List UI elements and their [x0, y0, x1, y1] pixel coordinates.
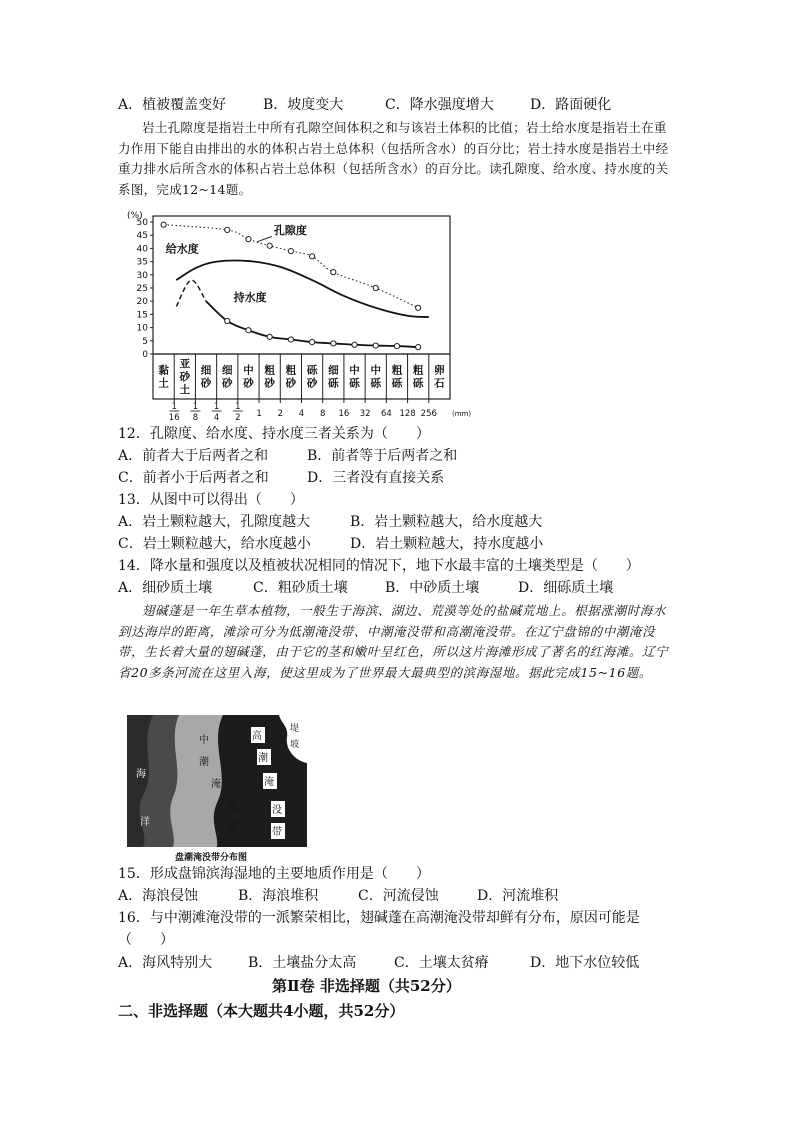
map-high-label-4: 没	[272, 805, 282, 816]
category-label: 中	[349, 364, 360, 377]
q11-option-a: A．植被覆盖变好	[118, 97, 227, 113]
y-axis-label: (%)	[127, 211, 143, 221]
series-retention-point	[246, 328, 251, 333]
q16-option-a: A．海风特别大	[118, 955, 213, 971]
q15-option-d: D．河流堆积	[477, 888, 559, 904]
y-tick-label: 10	[136, 323, 148, 334]
y-tick-label: 15	[136, 310, 148, 321]
category-label: 砂	[179, 371, 191, 383]
q16-stem-cont: （ ）	[118, 932, 174, 948]
category-label: 粗	[412, 364, 424, 377]
q14-option-c: C．粗砂质土壤	[253, 580, 348, 596]
series-porosity-point	[331, 270, 336, 275]
x-tick-label: 256	[420, 409, 437, 419]
category-label: 砂	[200, 377, 212, 390]
category-label: 砂	[306, 377, 318, 390]
section2-heading: 二、非选择题（本大题共4小题，共52分）	[118, 1002, 405, 1020]
category-label: 砾	[391, 377, 403, 390]
q12-option-b: B．前者等于后两者之和	[307, 448, 458, 464]
series-porosity-point	[416, 305, 421, 310]
series-porosity-point	[246, 237, 251, 242]
q11-option-d: D．路面硬化	[530, 97, 612, 113]
map-dike-label-1: 堤	[290, 724, 300, 734]
y-tick-label: 30	[136, 270, 148, 281]
y-tick-label: 35	[136, 257, 148, 268]
series-porosity-point	[267, 243, 272, 248]
x-tick-label: 16	[338, 409, 350, 419]
y-tick-label: 0	[142, 350, 148, 360]
category-label: 砂	[243, 377, 254, 390]
q11-option-c: C．降水强度增大	[385, 97, 494, 113]
map-mid-label-1: 中	[199, 735, 209, 746]
series-retention-point	[394, 343, 399, 348]
category-label: 粗	[285, 364, 297, 377]
map-dike-label-2: 坡	[290, 740, 300, 750]
y-tick-label: 25	[136, 284, 148, 294]
x-tick-label: 64	[380, 409, 392, 419]
q16-option-c: C．土壤太贫瘠	[394, 955, 489, 971]
category-label: 细	[200, 364, 212, 377]
q13-option-d: D．岩土颗粒越大，持水度越小	[350, 536, 544, 552]
x-tick-numerator: 1	[235, 402, 241, 412]
x-tick-denominator: 8	[192, 413, 199, 423]
series-retention-label: 持水度	[233, 291, 267, 305]
x-tick-label: 8	[320, 409, 326, 419]
q16-stem: 16．与中潮滩淹没带的一派繁荣相比，翅碱蓬在高潮淹没带却鲜有分布，原因可能是	[118, 910, 640, 926]
category-label: 砾	[370, 377, 381, 390]
porosity-chart	[125, 208, 472, 423]
x-tick-label: 128	[399, 409, 416, 419]
category-label: 砾	[412, 377, 424, 390]
category-label: 中	[370, 364, 381, 377]
series-retention-point	[373, 343, 378, 348]
series-porosity-point	[373, 285, 378, 290]
map-mid-label-4: 没	[227, 801, 237, 812]
section2-title: 第Ⅱ卷 非选择题（共52分）	[272, 977, 461, 995]
map-sea-label-2: 洋	[140, 817, 150, 828]
map-high-label-5: 带	[272, 827, 282, 838]
category-label: 黏	[158, 364, 169, 377]
x-tick-denominator: 4	[213, 413, 220, 423]
map-mid-label-3: 淹	[211, 779, 221, 790]
tidal-zone-map	[127, 715, 307, 865]
q12-option-d: D．三者没有直接关系	[307, 470, 445, 486]
category-label: 砾	[306, 364, 318, 377]
category-label: 石	[434, 377, 445, 390]
category-label: 卵	[434, 364, 445, 377]
x-tick-denominator: 2	[235, 413, 241, 423]
map-high-label-2: 潮	[258, 753, 268, 764]
category-label: 砂	[264, 377, 275, 390]
q15-option-b: B．海浪堆积	[238, 888, 319, 904]
q16-option-b: B．土壤盐分太高	[248, 955, 357, 971]
q15-option-a: A．海浪侵蚀	[118, 888, 199, 904]
y-tick-label: 45	[136, 231, 148, 242]
q14-option-d: D．细砾质土壤	[518, 580, 614, 596]
x-tick-numerator: 1	[192, 402, 199, 412]
map-sea-label-1: 海	[136, 769, 146, 780]
series-retention-point	[310, 340, 315, 345]
q14-option-b: B．中砂质土壤	[385, 580, 480, 596]
category-label: 砾	[328, 377, 339, 390]
series-porosity-point	[225, 227, 230, 232]
q12-option-c: C．前者小于后两者之和	[118, 470, 269, 486]
category-label: 粗	[264, 364, 275, 377]
series-retention-dashed	[176, 280, 206, 306]
x-tick-label: 1	[256, 409, 262, 419]
q13-option-a: A．岩土颗粒越大，孔隙度越大	[118, 514, 311, 530]
q11-option-b: B．坡度变大	[263, 97, 344, 113]
series-porosity-leader	[257, 237, 272, 242]
q13-stem: 13．从图中可以得出（ ）	[118, 492, 304, 508]
series-retention-point	[267, 334, 272, 339]
y-tick-label: 50	[136, 218, 148, 228]
q14-stem: 14．降水量和强度以及植被状况相同的情况下，地下水最丰富的土壤类型是（ ）	[118, 558, 640, 574]
x-tick-label: 2	[277, 409, 283, 419]
y-tick-label: 5	[142, 336, 148, 347]
q14-option-a: A．细砂质土壤	[118, 580, 213, 596]
x-tick-label: 32	[359, 409, 371, 419]
map-high-label-1: 高	[252, 731, 262, 742]
series-porosity-point	[288, 248, 293, 253]
category-label: 亚	[179, 358, 191, 370]
series-retention-point	[225, 318, 230, 323]
category-label: 土	[179, 384, 191, 396]
x-tick-label: 4	[298, 409, 305, 419]
series-specific-yield-label: 给水度	[165, 242, 199, 256]
series-retention-point	[288, 337, 293, 342]
q15-stem: 15．形成盘锦滨海湿地的主要地质作用是（ ）	[118, 866, 430, 882]
series-porosity-point	[310, 254, 315, 259]
category-label: 细	[222, 364, 233, 377]
map-mid-label-5: 带	[227, 823, 237, 834]
x-unit-label: (mm)	[452, 410, 472, 418]
x-tick-numerator: 1	[213, 402, 220, 412]
passage-seepweed: 翅碱蓬是一年生草本植物，一般生于海滨、湖边、荒漠等处的盐碱荒地上。根据涨潮时海水到达海岸的距离，滩涂可分为低潮淹没带、中潮淹没带和高潮淹没带。在辽宁盘锦的中潮淹没带，生长着大量的翅碱蓬，由于它的茎和嫩叶呈红色，所以这片海滩形成了著名的红海滩。辽宁省20多条河流在这里入海，使这里成为了世界最大最典型的滨海湿地。据此完成15~16题。	[118, 603, 669, 680]
q16-option-d: D．地下水位较低	[530, 955, 640, 971]
category-label: 粗	[391, 364, 403, 377]
q13-option-b: B．岩土颗粒越大，给水度越大	[350, 514, 543, 530]
category-label: 土	[158, 377, 169, 390]
map-mid-label-2: 潮	[199, 757, 209, 768]
q15-option-c: C．河流侵蚀	[358, 888, 439, 904]
category-label: 砾	[349, 377, 360, 390]
category-label: 细	[328, 364, 339, 377]
q12-stem: 12．孔隙度、给水度、持水度三者关系为（ ）	[118, 426, 430, 442]
category-label: 中	[243, 364, 254, 377]
category-label: 砂	[285, 377, 297, 390]
series-porosity-point	[161, 222, 166, 227]
x-tick-denominator: 16	[168, 413, 180, 423]
passage-porosity: 岩土孔隙度是指岩土中所有孔隙空间体积之和与该岩土体积的比值；岩土给水度是指岩土在重力作用下能自由排出的水的体积占岩土总体积（包括所含水）的百分比；岩土持水度是指岩土中经重力排水后所含水的体积占岩土总体积（包括所含水）的百分比。读孔隙度、给水度、持水度的关系图，完成12~14题。	[118, 120, 669, 197]
y-tick-label: 40	[136, 244, 148, 255]
y-tick-label: 20	[136, 297, 148, 308]
q12-option-a: A．前者大于后两者之和	[118, 448, 269, 464]
map-caption: 盘潮淹没带分布图	[175, 853, 248, 863]
series-retention-point	[331, 341, 336, 346]
series-retention-point	[416, 345, 421, 350]
map-high-label-3: 淹	[264, 777, 274, 788]
series-porosity-label: 孔隙度	[273, 223, 307, 237]
q13-option-c: C．岩土颗粒越大，给水度越小	[118, 536, 311, 552]
series-retention-point	[352, 342, 357, 347]
x-tick-numerator: 1	[171, 402, 177, 412]
category-label: 砂	[222, 377, 233, 390]
